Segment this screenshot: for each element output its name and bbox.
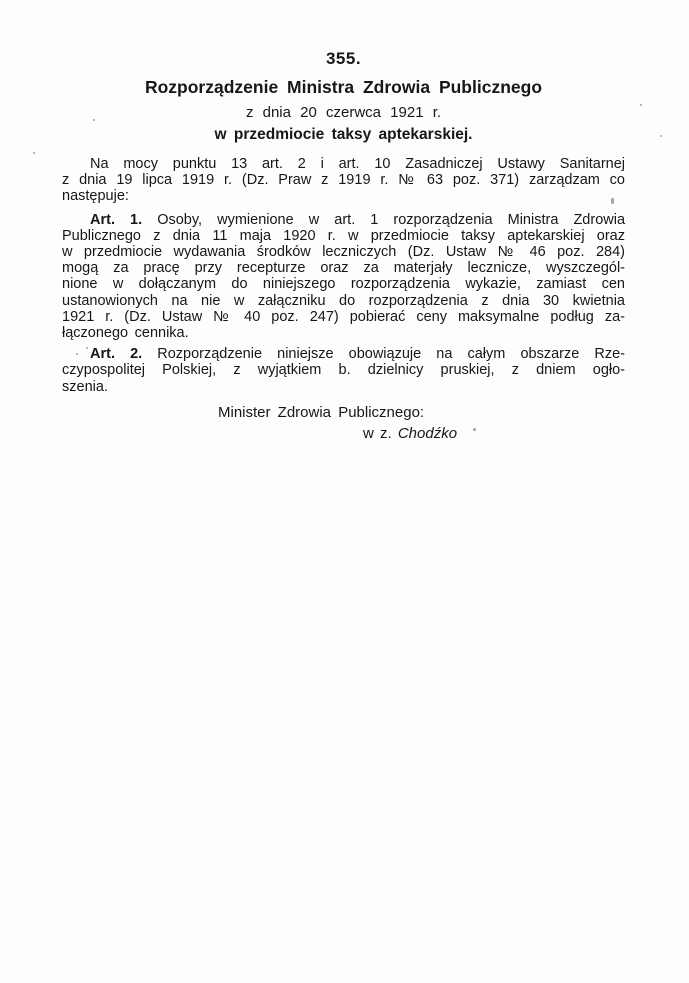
- text-line: Na mocy punktu 13 art. 2 i art. 10 Zasadniczej Ustawy Sanitarnej: [90, 156, 625, 172]
- paragraph-article-2: [62, 346, 625, 395]
- signature-role: Minister Zdrowia Publicznego:: [218, 403, 425, 421]
- act-number: 355.: [325, 49, 362, 68]
- text-line: następuje:: [62, 188, 129, 205]
- text-line: Publicznego z dnia 11 maja 1920 r. w przedmiocie taksy aptekarskiej oraz: [62, 227, 625, 244]
- paragraph-preamble: [62, 156, 625, 205]
- text-line: z dnia 19 lipca 1919 r. (Dz. Praw z 1919 r. № 63 poz. 371) zarządzam co: [62, 172, 625, 189]
- scan-speck: [33, 152, 35, 154]
- paragraph-article-1: [62, 212, 625, 342]
- document-subject-line: w przedmiocie taksy aptekarskiej.: [214, 126, 473, 143]
- signature-prefix: w z.: [363, 424, 392, 442]
- scan-speck: [640, 104, 642, 106]
- scan-speck: [86, 347, 88, 349]
- text-line: mogą za pracę przy recepturze oraz za materjały lecznicze, wyszczegól-: [62, 260, 625, 277]
- article-label: Art. 1.: [90, 211, 143, 228]
- text-line: nione w dołączanym do niniejszego rozporządzenia wykazie, zamiast cen: [62, 276, 625, 293]
- scan-speck: [76, 353, 78, 355]
- text-line: Art. 2. Rozporządzenie niniejsze obowiązuje na całym obszarze Rze-: [90, 346, 625, 363]
- text-line: ustanowionych na nie w załączniku do rozporządzenia z dnia 30 kwietnia: [62, 292, 625, 309]
- scan-speck: [611, 198, 614, 204]
- scan-speck: [660, 135, 662, 137]
- text-line: Art. 1. Osoby, wymienione w art. 1 rozporządzenia Ministra Zdrowia: [90, 211, 626, 228]
- text-line: w przedmiocie wydawania środków leczniczych (Dz. Ustaw № 46 poz. 284): [62, 244, 625, 261]
- document-date-line: z dnia 20 czerwca 1921 r.: [245, 104, 442, 121]
- scan-speck: [93, 119, 95, 121]
- scan-speck: [473, 428, 476, 431]
- signature-line: [363, 424, 625, 444]
- text-line: łączonego cennika.: [62, 325, 189, 342]
- document-title: Rozporządzenie Ministra Zdrowia Publicznego: [144, 77, 543, 97]
- signature-person: Chodźko: [397, 424, 458, 442]
- text-line: 1921 r. (Dz. Ustaw № 40 poz. 247) pobierać ceny maksymalne podług za-: [62, 308, 625, 325]
- text-line: szenia.: [62, 378, 108, 395]
- text-line: czypospolitej Polskiej, z wyjątkiem b. dzielnicy pruskiej, z dniem ogło-: [62, 362, 625, 379]
- article-label: Art. 2.: [90, 346, 143, 363]
